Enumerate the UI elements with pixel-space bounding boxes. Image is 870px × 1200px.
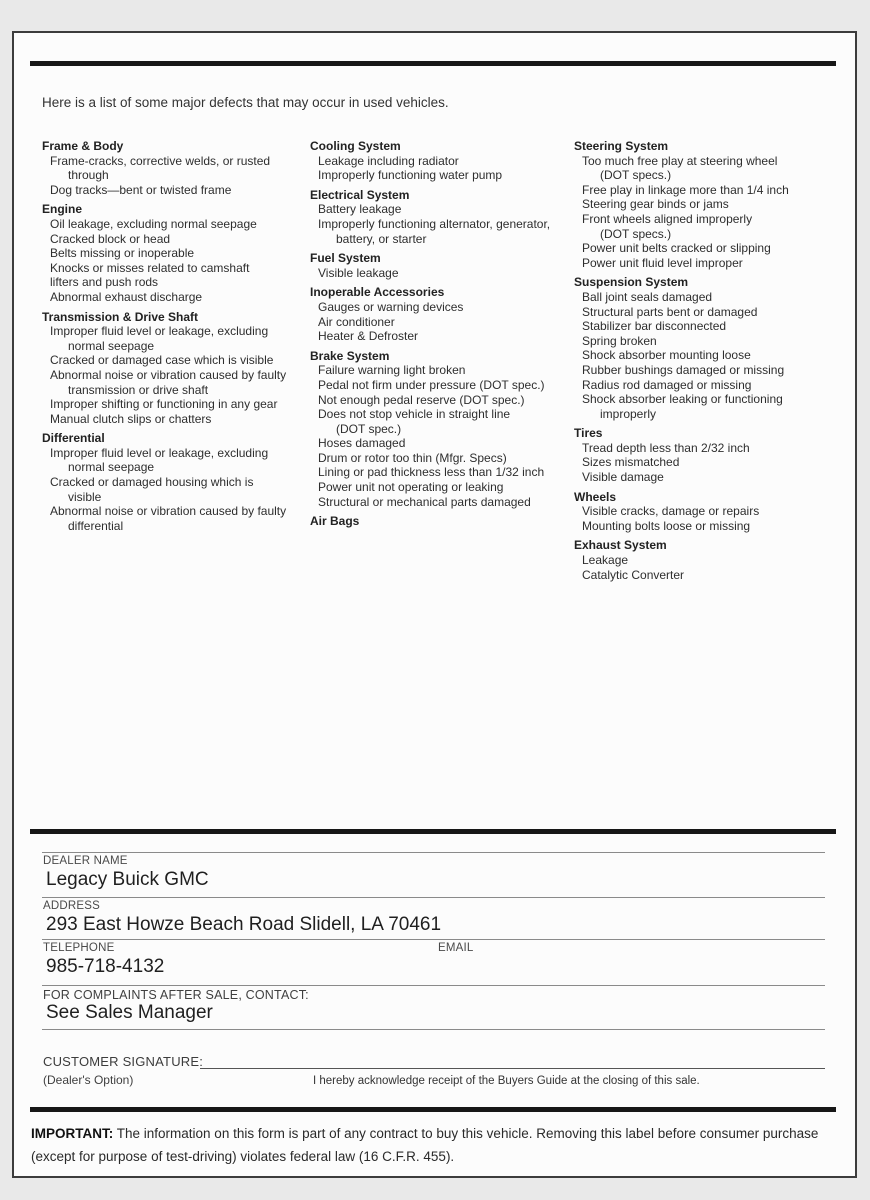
defect-item-line: Stabilizer bar disconnected [582, 319, 727, 334]
defect-item-line: Steering gear binds or jams [582, 197, 729, 212]
rule-dealer-name-top [42, 852, 825, 853]
defect-item-line: Free play in linkage more than 1/4 inch [582, 182, 789, 197]
defect-item-line: Air conditioner [318, 314, 395, 329]
defect-item-line: Shock absorber mounting loose [582, 348, 751, 363]
defect-item-line: Improper fluid level or leakage, excluding [50, 324, 269, 339]
defect-item-line: Tread depth less than 2/32 inch [582, 440, 750, 455]
defect-section [42, 139, 304, 197]
email-label: EMAIL [438, 942, 474, 954]
important-label: IMPORTANT: [31, 1126, 114, 1141]
defect-item-line: Abnormal noise or vibration caused by faulty [50, 367, 287, 382]
defect-item-line: transmission or drive shaft [68, 382, 209, 397]
defect-section-title: Brake System [310, 348, 390, 363]
defect-item-line: Ball joint seals damaged [582, 289, 713, 304]
defect-section-title: Electrical System [310, 187, 410, 202]
acknowledgment-text: I hereby acknowledge receipt of the Buyers Guide at the closing of this sale. [313, 1075, 700, 1087]
defect-section [310, 514, 568, 529]
dealers-option-label: (Dealer's Option) [43, 1073, 134, 1087]
defect-section [310, 349, 568, 510]
defect-section-title: Frame & Body [42, 139, 124, 153]
important-text: The information on this form is part of any contract to buy this vehicle. Removing this label before consumer purchase (except for purpose of test-driving) violates federal law (16 C.F.R. 455). [31, 1126, 819, 1164]
rule-complaints-bottom [42, 1029, 825, 1030]
dealer-name-label: DEALER NAME [43, 855, 128, 867]
buyers-guide-back-page [12, 31, 857, 1178]
defect-section-title: Engine [42, 202, 83, 217]
defect-item-line: Mounting bolts loose or missing [582, 518, 751, 533]
address-label: ADDRESS [43, 900, 100, 912]
defect-item-line: Leakage [582, 553, 629, 568]
defect-item-line: Hoses damaged [318, 436, 406, 451]
defect-item-line: lifters and push rods [50, 275, 159, 290]
defect-section-title: Steering System [574, 139, 669, 153]
defects-column-right [574, 139, 832, 582]
dealer-name-value: Legacy Buick GMC [46, 869, 209, 890]
defect-item-line: Improper shifting or functioning in any gear [50, 397, 278, 412]
bottom-divider-bar [30, 1107, 836, 1112]
defect-item-line: normal seepage [68, 338, 155, 353]
defect-section [574, 426, 832, 484]
defect-item-line: normal seepage [68, 460, 155, 475]
rule-complaints-top [42, 985, 825, 986]
defect-section-title: Cooling System [310, 139, 401, 153]
defect-item-line: Power unit not operating or leaking [318, 480, 504, 495]
defect-item-line: differential [68, 518, 124, 533]
defect-item-line: Structural or mechanical parts damaged [318, 494, 531, 509]
defects-column-left [42, 139, 304, 533]
rule-telephone-top [42, 939, 825, 940]
defect-item-line: Cracked or damaged housing which is [50, 475, 254, 490]
defect-item-line: Knocks or misses related to camshaft [50, 260, 250, 275]
defect-section [310, 251, 568, 280]
defect-item-line: through [68, 168, 109, 183]
defect-section-title: Exhaust System [574, 538, 667, 553]
defect-item-line: Shock absorber leaking or functioning [582, 392, 783, 407]
defect-section-title: Air Bags [310, 514, 360, 529]
defect-item-line: Belts missing or inoperable [50, 246, 195, 261]
defect-item-line: Rubber bushings damaged or missing [582, 362, 785, 377]
defect-section-title: Fuel System [310, 251, 381, 266]
defect-item-line: Spring broken [582, 333, 657, 348]
defect-section [574, 490, 832, 534]
defect-item-line: Oil leakage, excluding normal seepage [50, 216, 257, 231]
defect-item-line: Visible leakage [318, 265, 399, 280]
defect-item-line: Improperly functioning alternator, generator, [318, 216, 551, 231]
defect-item-line: Leakage including radiator [318, 153, 459, 168]
defect-item-line: Abnormal noise or vibration caused by faulty [50, 504, 287, 519]
complaints-label: FOR COMPLAINTS AFTER SALE, CONTACT: [43, 988, 309, 1002]
defect-item-line: Too much free play at steering wheel [582, 153, 778, 168]
defect-item-line: battery, or starter [336, 231, 427, 246]
defect-section [42, 202, 304, 304]
defect-item-line: Improperly functioning water pump [318, 168, 503, 183]
defect-section-title: Inoperable Accessories [310, 285, 445, 300]
defect-section-title: Wheels [574, 489, 617, 504]
defect-section [310, 285, 568, 343]
customer-signature-label: CUSTOMER SIGNATURE: [43, 1054, 204, 1069]
defect-item-line: Visible damage [582, 470, 664, 485]
top-divider-bar [30, 61, 836, 66]
defect-item-line: Failure warning light broken [318, 363, 466, 378]
defect-item-line: (DOT specs.) [600, 168, 672, 183]
complaints-value: See Sales Manager [46, 1002, 213, 1023]
defect-section [42, 431, 304, 533]
rule-address-top [42, 897, 825, 898]
defect-section [310, 139, 568, 183]
middle-divider-bar [30, 829, 836, 834]
defect-item-line: Power unit belts cracked or slipping [582, 241, 771, 256]
address-value: 293 East Howze Beach Road Slidell, LA 70461 [46, 914, 442, 935]
defect-item-line: Frame-cracks, corrective welds, or rusted [50, 153, 271, 168]
defect-item-line: Cracked block or head [50, 231, 171, 246]
defect-item-line: Gauges or warning devices [318, 299, 464, 314]
defect-item-line: Manual clutch slips or chatters [50, 411, 212, 426]
defect-section [574, 538, 832, 582]
defect-section-title: Tires [574, 426, 603, 441]
defect-section-title: Suspension System [574, 275, 689, 290]
defect-section-title: Differential [42, 431, 105, 446]
defect-item-line: Sizes mismatched [582, 455, 680, 470]
defect-item-line: improperly [600, 406, 657, 421]
defect-item-line: Drum or rotor too thin (Mfgr. Specs) [318, 450, 507, 465]
defect-item-line: Not enough pedal reserve (DOT spec.) [318, 392, 525, 407]
defect-item-line: Battery leakage [318, 202, 402, 217]
defect-item-line: (DOT spec.) [336, 421, 402, 436]
defect-item-line: Front wheels aligned improperly [582, 211, 753, 226]
telephone-label: TELEPHONE [43, 942, 115, 954]
defect-item-line: Visible cracks, damage or repairs [582, 504, 760, 519]
defect-item-line: visible [68, 489, 102, 504]
defect-item-line: (DOT specs.) [600, 226, 672, 241]
defect-item-line: Structural parts bent or damaged [582, 304, 758, 319]
defect-section [574, 139, 832, 270]
defects-column-middle [310, 139, 568, 529]
defect-item-line: Lining or pad thickness less than 1/32 inch [318, 465, 545, 480]
customer-signature-line [200, 1068, 825, 1069]
defect-item-line: Cracked or damaged case which is visible [50, 353, 274, 368]
defect-section [574, 275, 832, 421]
defect-item-line: Does not stop vehicle in straight line [318, 407, 511, 422]
defect-section [42, 310, 304, 427]
defect-item-line: Abnormal exhaust discharge [50, 289, 203, 304]
intro-text: Here is a list of some major defects that may occur in used vehicles. [42, 95, 449, 110]
defect-item-line: Heater & Defroster [318, 329, 419, 344]
telephone-value: 985-718-4132 [46, 956, 165, 977]
defect-item-line: Pedal not firm under pressure (DOT spec.) [318, 377, 545, 392]
defect-item-line: Improper fluid level or leakage, excluding [50, 445, 269, 460]
defect-item-line: Radius rod damaged or missing [582, 377, 752, 392]
defect-item-line: Dog tracks—bent or twisted frame [50, 182, 232, 197]
defect-section [310, 188, 568, 246]
defect-section-title: Transmission & Drive Shaft [42, 309, 199, 324]
defect-item-line: Power unit fluid level improper [582, 255, 743, 270]
defect-item-line: Catalytic Converter [582, 567, 685, 582]
important-notice [31, 1123, 837, 1168]
